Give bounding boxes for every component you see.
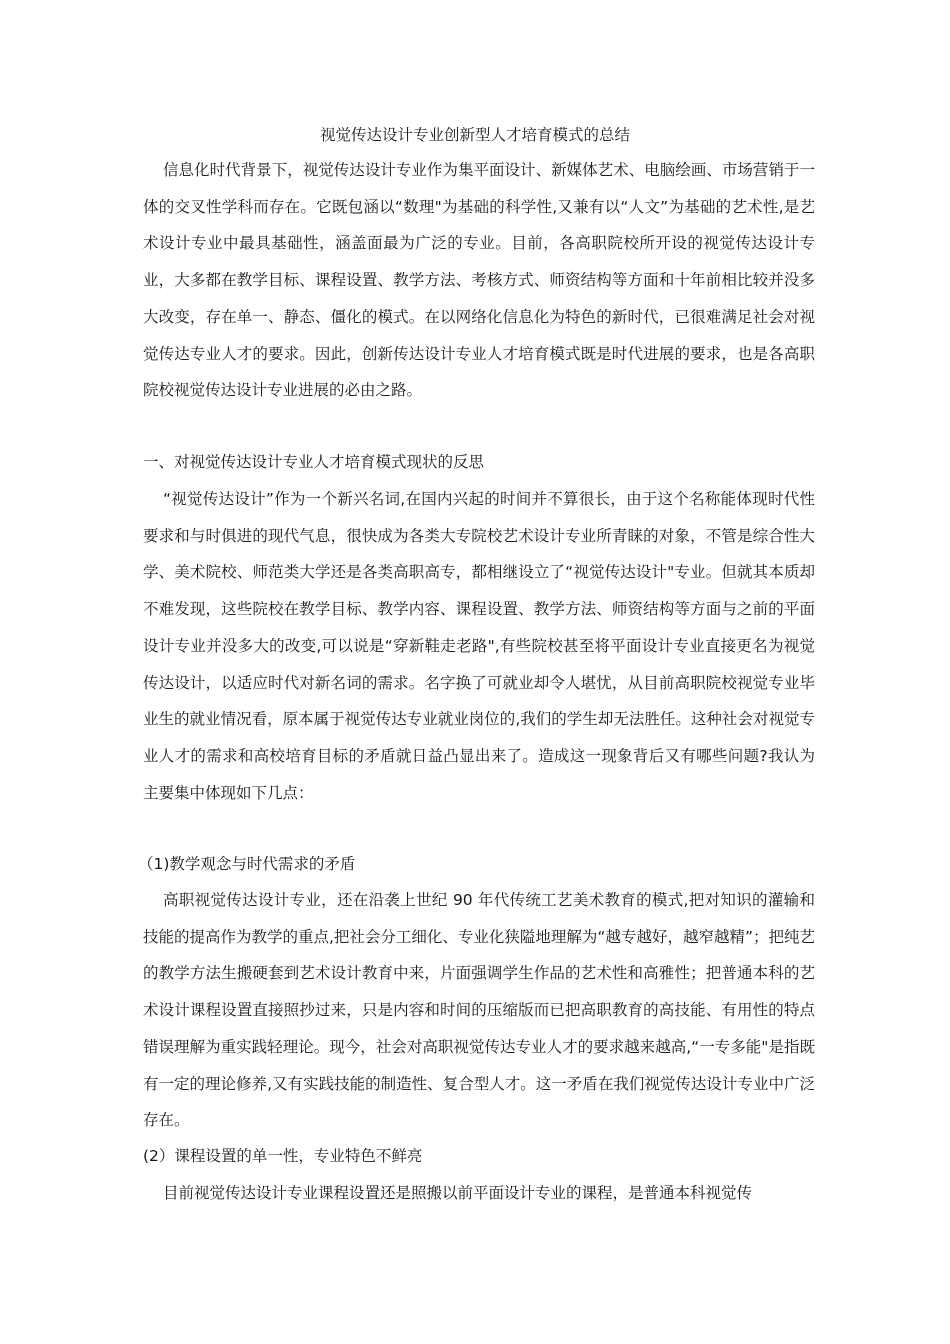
intro-paragraph: 信息化时代背景下，视觉传达设计专业作为集平面设计、新媒体艺术、电脑绘画、市场营销于一体的交叉性学科而存在。它既包涵以“数理"为基础的科学性,又兼有以“人文”为基础的艺术性,是艺术设计专业中最具基础性，涵盖面最为广泛的专业。目前，各高职院校所开设的视觉传达设计专业，大多都在教学目标、课程设置、教学方法、考核方式、师资结构等方面和十年前相比较并没多大改变，存在单一、静态、僵化的模式。在以网络化信息化为特色的新时代，已很难满足社会对视觉传达专业人才的要求。因此，创新传达设计专业人才培育模式既是时代进展的要求，也是各高职院校视觉传达设计专业进展的必由之路。 [143, 161, 815, 400]
subsection-1-paragraph: 高职视觉传达设计专业，还在沿袭上世纪 90 年代传统工艺美术教育的模式,把对知识的灌输和技能的提高作为教学的重点,把社会分工细化、专业化狭隘地理解为“越专越好，越窄越精”；把纯艺的教学方法生搬硬套到艺术设计教育中来，片面强调学生作品的艺术性和高雅性；把普通本科的艺术设计课程设置直接照抄过来，只是内容和时间的压缩版而已把高职教育的高技能、有用性的特点错误理解为重实践轻理论。现今，社会对高职视觉传达专业人才的要求越来越高,“一专多能"是指既有一定的理论修养,又有实践技能的制造性、复合型人才。这一矛盾在我们视觉传达设计专业中广泛存在。 [143, 891, 815, 1130]
subsection-2-heading: (2）课程设置的单一性，专业特色不鲜亮 [143, 1147, 423, 1165]
subsection-1-heading: （1)教学观念与时代需求的矛盾 [138, 855, 356, 873]
section-1-paragraph: “视觉传达设计”作为一个新兴名词,在国内兴起的时间并不算很长，由于这个名称能体现时代性要求和与时俱进的现代气息，很快成为各类大专院校艺术设计专业所青睐的对象，不管是综合性大学、美术院校、师范类大学还是各类高职高专，都相继设立了“视觉传达设计"专业。但就其本质却不难发现，这些院校在教学目标、教学内容、课程设置、教学方法、师资结构等方面与之前的平面设计专业并没多大的改变,可以说是“穿新鞋走老路",有些院校甚至将平面设计专业直接更名为视觉传达设计，以适应时代对新名词的需求。名字换了可就业却令人堪忧，从目前高职院校视觉专业毕业生的就业情况看，原本属于视觉传达专业就业岗位的,我们的学生却无法胜任。这种社会对视觉专业人才的需求和高校培育目标的矛盾就日益凸显出来了。造成这一现象背后又有哪些问题?我认为主要集中体现如下几点： [143, 490, 815, 802]
document-title: 视觉传达设计专业创新型人才培育模式的总结 [319, 126, 630, 144]
subsection-2-paragraph: 目前视觉传达设计专业课程设置还是照搬以前平面设计专业的课程，是普通本科视觉传 [163, 1184, 753, 1202]
section-1-heading: 一、对视觉传达设计专业人才培育模式现状的反思 [143, 453, 485, 471]
